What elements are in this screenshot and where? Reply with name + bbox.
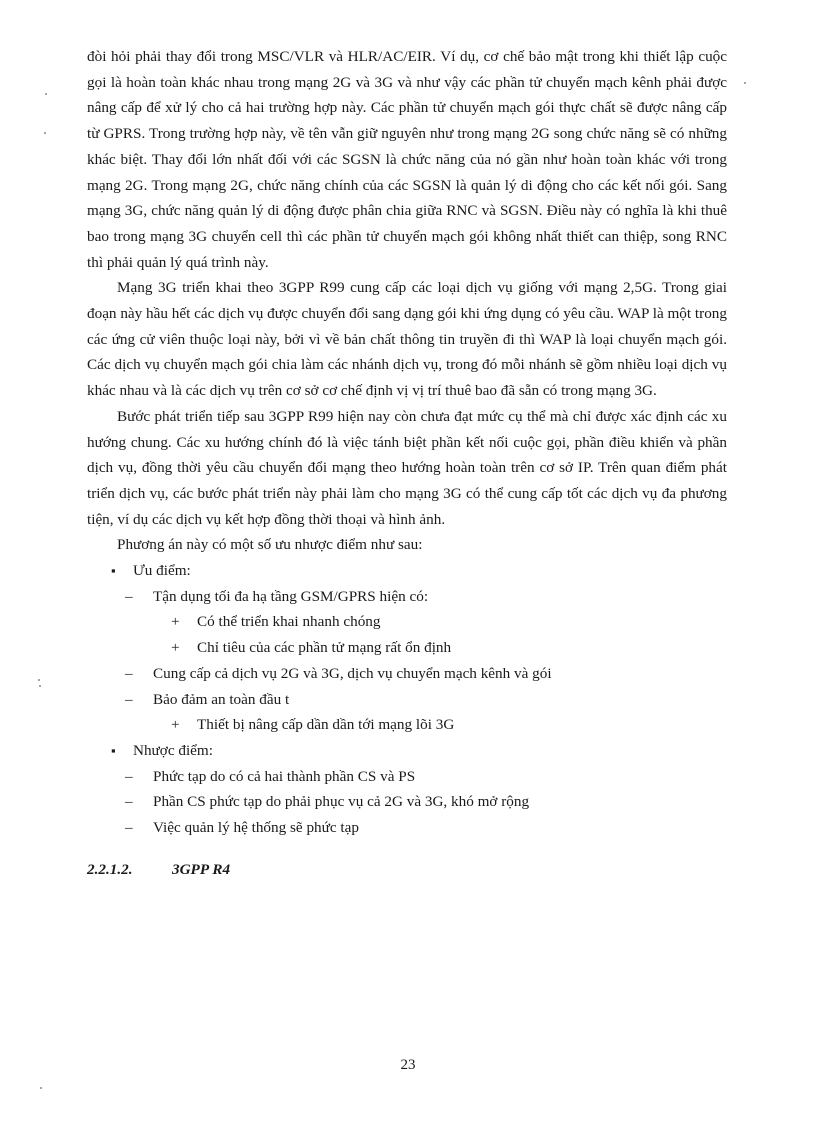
scan-speck xyxy=(744,82,746,84)
pros-label: ▪ Ưu điểm: xyxy=(87,558,727,584)
cons-item: – Việc quản lý hệ thống sẽ phức tạp xyxy=(87,815,727,841)
pros-item: – Bảo đảm an toàn đầu t xyxy=(87,687,727,713)
pros-subitem: + Chỉ tiêu của các phần tử mạng rất ổn định xyxy=(87,635,727,661)
paragraph-2: Mạng 3G triển khai theo 3GPP R99 cung cấp các loại dịch vụ giống với mạng 2,5G. Trong giai đoạn này hầu hết các dịch vụ được chuyển đổi sang dạng gói khi ứng dụng có yêu cầu. WAP là một trong các ứng cử viên thuộc loại này, bởi vì về bản chất thông tin truyền đi thì WAP là loại chuyển mạch gói. Các dịch vụ chuyển mạch gói chia làm các nhánh dịch vụ, trong đó mỗi nhánh sẽ gồm nhiều loại dịch vụ khác nhau và là các dịch vụ trên cơ sở cơ chế định vị vị trí thuê bao đã sẵn có trong mạng 3G. xyxy=(87,279,727,400)
pros-cons-intro: Phương án này có một số ưu nhược điểm như sau: xyxy=(117,536,423,554)
pros-item: – Tận dụng tối đa hạ tầng GSM/GPRS hiện có: xyxy=(87,584,727,610)
page-number: 23 xyxy=(400,1057,416,1073)
scan-speck xyxy=(38,679,40,681)
section-title: 3GPP R4 xyxy=(172,860,231,878)
cons-item: – Phức tạp do có cả hai thành phần CS và PS xyxy=(87,764,727,790)
scan-speck xyxy=(40,1087,42,1089)
pros-cons-list xyxy=(87,558,727,841)
pros-item: – Cung cấp cả dịch vụ 2G và 3G, dịch vụ chuyển mạch kênh và gói xyxy=(87,661,727,687)
document-body xyxy=(87,44,727,883)
pros-subitem: + Thiết bị nâng cấp dần dần tới mạng lõi 3G xyxy=(87,712,727,738)
section-number: 2.2.1.2. xyxy=(87,860,133,878)
paragraph-3: Bước phát triển tiếp sau 3GPP R99 hiện nay còn chưa đạt mức cụ thể mà chỉ được xác định các xu hướng chung. Các xu hướng chính đó là việc tánh biệt phần kết nối cuộc gọi, phần điều khiển và phần dịch vụ, đồng thời yêu cầu chuyển đổi mạng theo hướng hoàn toàn trên cơ sở IP. Trên quan điểm phát triển dịch vụ, các bước phát triển này phải làm cho mạng 3G có thể cung cấp tốt các dịch vụ đa phương tiện, ví dụ các dịch vụ kết hợp đồng thời thoại và hình ảnh. xyxy=(87,407,727,528)
scan-speck xyxy=(44,132,46,134)
cons-item: – Phần CS phức tạp do phải phục vụ cả 2G và 3G, khó mở rộng xyxy=(87,789,727,815)
cons-label: ▪ Nhược điểm: xyxy=(87,738,727,764)
scan-speck xyxy=(39,685,41,687)
scan-speck xyxy=(45,93,47,95)
paragraph-1: đòi hỏi phải thay đổi trong MSC/VLR và HLR/AC/EIR. Ví dụ, cơ chế bảo mật trong khi thiết lập cuộc gọi là hoàn toàn khác nhau trong mạng 2G và 3G và như vậy các phần tử chuyển mạch kênh phải được nâng cấp để xử lý cho cả hai trường hợp này. Các phần tử chuyển mạch gói thực chất sẽ được nâng cấp từ GPRS. Trong trường hợp này, về tên vẫn giữ nguyên như trong mạng 2G song chức năng sẽ có những khác biệt. Thay đổi lớn nhất đối với các SGSN là chức năng của nó gần như hoàn toàn khác với trong mạng 2G. Trong mạng 2G, chức năng chính của các SGSN là quản lý di động cho các kết nối gói. Sang mạng 3G, chức năng quản lý di động được phân chia giữa RNC và SGSN. Điều này có nghĩa là khi thuê bao trong mạng 3G chuyển cell thì các phần tử chuyển mạch gói không nhất thiết can thiệp, song RNC thì phải quản lý quá trình này. xyxy=(87,48,727,271)
section-heading xyxy=(87,857,727,883)
pros-subitem: + Có thể triển khai nhanh chóng xyxy=(87,609,727,635)
